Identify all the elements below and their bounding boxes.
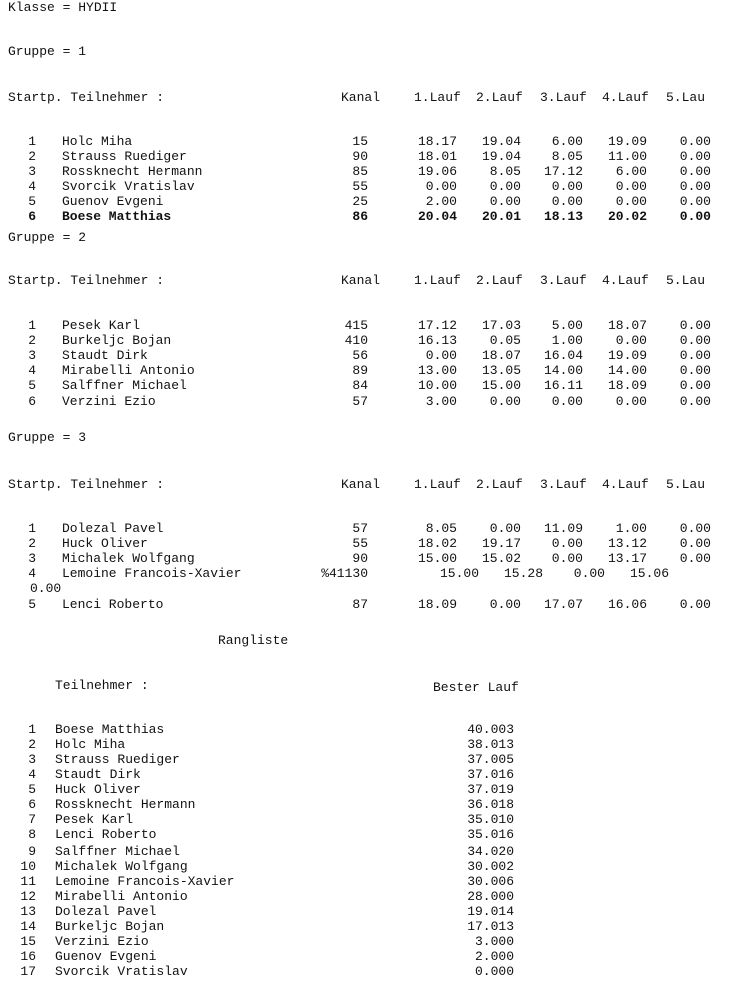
row-name: Huck Oliver xyxy=(62,536,148,551)
row-lauf-3: 0.00 xyxy=(551,179,583,194)
rank-best-run: 36.018 xyxy=(467,797,514,812)
row-lauf-2: 15.00 xyxy=(481,378,521,393)
header-lauf-5: 5.Lau xyxy=(666,90,706,105)
row-lauf-1: 3.00 xyxy=(425,394,457,409)
row-startnr: 4 xyxy=(28,363,36,378)
header-lauf-5: 5.Lau xyxy=(666,477,706,492)
row-lauf-2: 0.00 xyxy=(489,597,521,612)
row-lauf-1: 18.02 xyxy=(417,536,457,551)
rank-name: Lemoine Francois-Xavier xyxy=(55,874,235,889)
row-lauf-2: 15.02 xyxy=(481,551,521,566)
row-lauf-5: 0.00 xyxy=(679,134,711,149)
rank-name: Boese Matthias xyxy=(55,722,165,737)
row-lauf-2: 15.28 xyxy=(503,566,543,581)
row-lauf-3: 0.00 xyxy=(551,536,583,551)
rank-name: Holc Miha xyxy=(55,737,126,752)
row-name: Svorcik Vratislav xyxy=(62,179,195,194)
header-startp-teilnehmer: Startp. Teilnehmer : xyxy=(8,90,165,105)
row-lauf-3: 16.04 xyxy=(543,348,583,363)
rank-best-run: 19.014 xyxy=(467,904,514,919)
row-kanal: 85 xyxy=(352,164,368,179)
row-kanal: 56 xyxy=(352,348,368,363)
rank-best-run: 17.013 xyxy=(467,919,514,934)
row-lauf-5: 0.00 xyxy=(679,179,711,194)
group-label: Gruppe = 1 xyxy=(8,44,87,59)
rangliste-title: Rangliste xyxy=(218,633,289,648)
row-lauf-2: 17.03 xyxy=(481,318,521,333)
row-kanal: 55 xyxy=(352,536,368,551)
header-lauf-1: 1.Lauf xyxy=(414,90,461,105)
row-lauf-5: 0.00 xyxy=(679,597,711,612)
row-lauf-2: 0.00 xyxy=(489,521,521,536)
rank-number: 1 xyxy=(28,722,36,737)
row-lauf-3: 14.00 xyxy=(543,363,583,378)
row-lauf-4: 0.00 xyxy=(615,333,647,348)
row-lauf-4: 13.17 xyxy=(607,551,647,566)
row-lauf-1: 0.00 xyxy=(425,179,457,194)
row-lauf-3: 16.11 xyxy=(543,378,583,393)
row-lauf-4: 20.02 xyxy=(607,209,647,224)
rank-name: Salffner Michael xyxy=(55,844,180,859)
rank-number: 10 xyxy=(20,859,36,874)
row-lauf-4: 18.09 xyxy=(607,378,647,393)
row-kanal: 87 xyxy=(352,597,368,612)
row-lauf-5: 0.00 xyxy=(679,363,711,378)
rank-name: Strauss Ruediger xyxy=(55,752,180,767)
row-lauf-1: 16.13 xyxy=(417,333,457,348)
header-lauf-2: 2.Lauf xyxy=(476,477,523,492)
row-lauf-4: 19.09 xyxy=(607,134,647,149)
rank-number: 8 xyxy=(28,827,36,842)
rank-name: Pesek Karl xyxy=(55,812,134,827)
rank-name: Verzini Ezio xyxy=(55,934,149,949)
rank-number: 13 xyxy=(20,904,36,919)
rank-best-run: 0.000 xyxy=(474,964,514,979)
rank-number: 2 xyxy=(28,737,36,752)
row-lauf-1: 17.12 xyxy=(417,318,457,333)
row-startnr: 3 xyxy=(28,164,36,179)
header-lauf-4: 4.Lauf xyxy=(602,273,649,288)
row-kanal: 86 xyxy=(352,209,368,224)
header-lauf-3: 3.Lauf xyxy=(540,477,587,492)
row-name: Lemoine Francois-Xavier xyxy=(62,566,242,581)
row-lauf-4: 0.00 xyxy=(615,179,647,194)
header-lauf-5: 5.Lau xyxy=(666,273,706,288)
rank-number: 5 xyxy=(28,782,36,797)
row-kanal: 90 xyxy=(352,551,368,566)
row-name: Salffner Michael xyxy=(62,378,187,393)
row-name: Staudt Dirk xyxy=(62,348,148,363)
row-lauf-1: 18.09 xyxy=(417,597,457,612)
rank-name: Staudt Dirk xyxy=(55,767,141,782)
row-lauf-4: 11.00 xyxy=(607,149,647,164)
rank-best-run: 3.000 xyxy=(474,934,514,949)
row-lauf-3: 8.05 xyxy=(551,149,583,164)
row-lauf-2: 19.04 xyxy=(481,149,521,164)
row-wrapped-value: 0.00 xyxy=(30,581,62,596)
row-lauf-3: 6.00 xyxy=(551,134,583,149)
rank-best-run: 37.016 xyxy=(467,767,514,782)
rank-best-run: 40.003 xyxy=(467,722,514,737)
row-startnr: 2 xyxy=(28,333,36,348)
row-lauf-5: 0.00 xyxy=(679,194,711,209)
row-lauf-2: 13.05 xyxy=(481,363,521,378)
rank-name: Guenov Evgeni xyxy=(55,949,157,964)
row-lauf-2: 0.00 xyxy=(489,194,521,209)
row-kanal: 55 xyxy=(352,179,368,194)
header-kanal: Kanal xyxy=(341,273,381,288)
row-kanal: %41130 xyxy=(321,566,368,581)
row-startnr: 6 xyxy=(28,209,36,224)
row-kanal: 57 xyxy=(352,394,368,409)
row-lauf-5: 0.00 xyxy=(679,348,711,363)
row-startnr: 1 xyxy=(28,134,36,149)
rank-best-run: 30.002 xyxy=(467,859,514,874)
row-lauf-4: 15.06 xyxy=(629,566,669,581)
rank-number: 17 xyxy=(20,964,36,979)
row-lauf-1: 18.01 xyxy=(417,149,457,164)
row-lauf-1: 15.00 xyxy=(439,566,479,581)
row-lauf-3: 5.00 xyxy=(551,318,583,333)
row-startnr: 2 xyxy=(28,536,36,551)
rank-best-run: 37.005 xyxy=(467,752,514,767)
row-lauf-4: 16.06 xyxy=(607,597,647,612)
row-lauf-2: 0.00 xyxy=(489,394,521,409)
row-lauf-4: 0.00 xyxy=(615,394,647,409)
row-lauf-4: 1.00 xyxy=(615,521,647,536)
row-lauf-5: 0.00 xyxy=(679,149,711,164)
row-startnr: 5 xyxy=(28,597,36,612)
row-lauf-3: 18.13 xyxy=(543,209,583,224)
row-lauf-5: 0.00 xyxy=(679,394,711,409)
rank-number: 7 xyxy=(28,812,36,827)
row-lauf-3: 0.00 xyxy=(573,566,605,581)
row-startnr: 1 xyxy=(28,318,36,333)
rank-number: 11 xyxy=(20,874,36,889)
row-lauf-4: 19.09 xyxy=(607,348,647,363)
header-lauf-4: 4.Lauf xyxy=(602,90,649,105)
row-lauf-1: 19.06 xyxy=(417,164,457,179)
header-lauf-3: 3.Lauf xyxy=(540,90,587,105)
rank-best-run: 37.019 xyxy=(467,782,514,797)
row-name: Mirabelli Antonio xyxy=(62,363,195,378)
rank-name: Dolezal Pavel xyxy=(55,904,157,919)
row-lauf-1: 20.04 xyxy=(417,209,457,224)
rank-name: Svorcik Vratislav xyxy=(55,964,188,979)
row-lauf-3: 0.00 xyxy=(551,194,583,209)
row-kanal: 410 xyxy=(344,333,368,348)
row-name: Lenci Roberto xyxy=(62,597,164,612)
row-startnr: 6 xyxy=(28,394,36,409)
row-lauf-4: 18.07 xyxy=(607,318,647,333)
rank-best-run: 35.010 xyxy=(467,812,514,827)
row-name: Rossknecht Hermann xyxy=(62,164,203,179)
row-lauf-2: 18.07 xyxy=(481,348,521,363)
rank-best-run: 34.020 xyxy=(467,844,514,859)
row-lauf-1: 15.00 xyxy=(417,551,457,566)
header-startp-teilnehmer: Startp. Teilnehmer : xyxy=(8,273,165,288)
header-lauf-1: 1.Lauf xyxy=(414,273,461,288)
row-lauf-2: 0.05 xyxy=(489,333,521,348)
rank-name: Michalek Wolfgang xyxy=(55,859,188,874)
row-kanal: 415 xyxy=(344,318,368,333)
rank-name: Burkeljc Bojan xyxy=(55,919,165,934)
row-lauf-5: 0.00 xyxy=(679,333,711,348)
rank-name: Lenci Roberto xyxy=(55,827,157,842)
rank-best-run: 30.006 xyxy=(467,874,514,889)
row-lauf-1: 13.00 xyxy=(417,363,457,378)
row-name: Burkeljc Bojan xyxy=(62,333,172,348)
row-lauf-2: 20.01 xyxy=(481,209,521,224)
row-startnr: 2 xyxy=(28,149,36,164)
row-startnr: 4 xyxy=(28,566,36,581)
row-lauf-5: 0.00 xyxy=(679,378,711,393)
row-lauf-5: 0.00 xyxy=(679,521,711,536)
class-title: Klasse = HYDII xyxy=(8,0,118,15)
row-lauf-2: 19.17 xyxy=(481,536,521,551)
row-startnr: 5 xyxy=(28,194,36,209)
rank-number: 15 xyxy=(20,934,36,949)
rangliste-header-teilnehmer: Teilnehmer : xyxy=(55,678,149,693)
row-lauf-2: 8.05 xyxy=(489,164,521,179)
header-lauf-3: 3.Lauf xyxy=(540,273,587,288)
row-name: Pesek Karl xyxy=(62,318,141,333)
rank-best-run: 28.000 xyxy=(467,889,514,904)
row-name: Boese Matthias xyxy=(62,209,172,224)
row-lauf-1: 0.00 xyxy=(425,348,457,363)
row-startnr: 3 xyxy=(28,348,36,363)
rank-number: 12 xyxy=(20,889,36,904)
rank-name: Mirabelli Antonio xyxy=(55,889,188,904)
row-kanal: 25 xyxy=(352,194,368,209)
row-name: Michalek Wolfgang xyxy=(62,551,195,566)
group-label: Gruppe = 2 xyxy=(8,230,87,245)
header-lauf-2: 2.Lauf xyxy=(476,90,523,105)
header-lauf-2: 2.Lauf xyxy=(476,273,523,288)
rangliste-header-bester: Bester Lauf xyxy=(433,680,519,695)
row-lauf-2: 19.04 xyxy=(481,134,521,149)
rank-number: 14 xyxy=(20,919,36,934)
header-kanal: Kanal xyxy=(341,477,381,492)
row-lauf-4: 0.00 xyxy=(615,194,647,209)
row-lauf-3: 0.00 xyxy=(551,551,583,566)
row-kanal: 15 xyxy=(352,134,368,149)
row-name: Dolezal Pavel xyxy=(62,521,164,536)
row-lauf-1: 18.17 xyxy=(417,134,457,149)
row-name: Holc Miha xyxy=(62,134,133,149)
row-lauf-1: 8.05 xyxy=(425,521,457,536)
row-lauf-5: 0.00 xyxy=(679,318,711,333)
row-lauf-3: 11.09 xyxy=(543,521,583,536)
rank-number: 9 xyxy=(28,844,36,859)
rank-name: Rossknecht Hermann xyxy=(55,797,196,812)
row-lauf-2: 0.00 xyxy=(489,179,521,194)
row-kanal: 57 xyxy=(352,521,368,536)
row-kanal: 89 xyxy=(352,363,368,378)
rank-number: 3 xyxy=(28,752,36,767)
row-startnr: 1 xyxy=(28,521,36,536)
row-lauf-3: 0.00 xyxy=(551,394,583,409)
header-lauf-4: 4.Lauf xyxy=(602,477,649,492)
header-lauf-1: 1.Lauf xyxy=(414,477,461,492)
row-kanal: 90 xyxy=(352,149,368,164)
group-label: Gruppe = 3 xyxy=(8,430,87,445)
row-lauf-3: 1.00 xyxy=(551,333,583,348)
row-lauf-1: 2.00 xyxy=(425,194,457,209)
rank-number: 6 xyxy=(28,797,36,812)
rank-number: 16 xyxy=(20,949,36,964)
row-kanal: 84 xyxy=(352,378,368,393)
row-name: Guenov Evgeni xyxy=(62,194,164,209)
rank-number: 4 xyxy=(28,767,36,782)
row-name: Strauss Ruediger xyxy=(62,149,187,164)
row-lauf-1: 10.00 xyxy=(417,378,457,393)
row-lauf-4: 14.00 xyxy=(607,363,647,378)
row-lauf-4: 6.00 xyxy=(615,164,647,179)
row-lauf-3: 17.07 xyxy=(543,597,583,612)
rank-best-run: 35.016 xyxy=(467,827,514,842)
row-name: Verzini Ezio xyxy=(62,394,156,409)
row-lauf-5: 0.00 xyxy=(679,551,711,566)
header-kanal: Kanal xyxy=(341,90,381,105)
row-startnr: 3 xyxy=(28,551,36,566)
row-lauf-3: 17.12 xyxy=(543,164,583,179)
row-lauf-5: 0.00 xyxy=(679,164,711,179)
rank-name: Huck Oliver xyxy=(55,782,141,797)
header-startp-teilnehmer: Startp. Teilnehmer : xyxy=(8,477,165,492)
rank-best-run: 38.013 xyxy=(467,737,514,752)
row-lauf-4: 13.12 xyxy=(607,536,647,551)
row-startnr: 5 xyxy=(28,378,36,393)
row-lauf-5: 0.00 xyxy=(679,209,711,224)
row-startnr: 4 xyxy=(28,179,36,194)
row-lauf-5: 0.00 xyxy=(679,536,711,551)
rank-best-run: 2.000 xyxy=(474,949,514,964)
